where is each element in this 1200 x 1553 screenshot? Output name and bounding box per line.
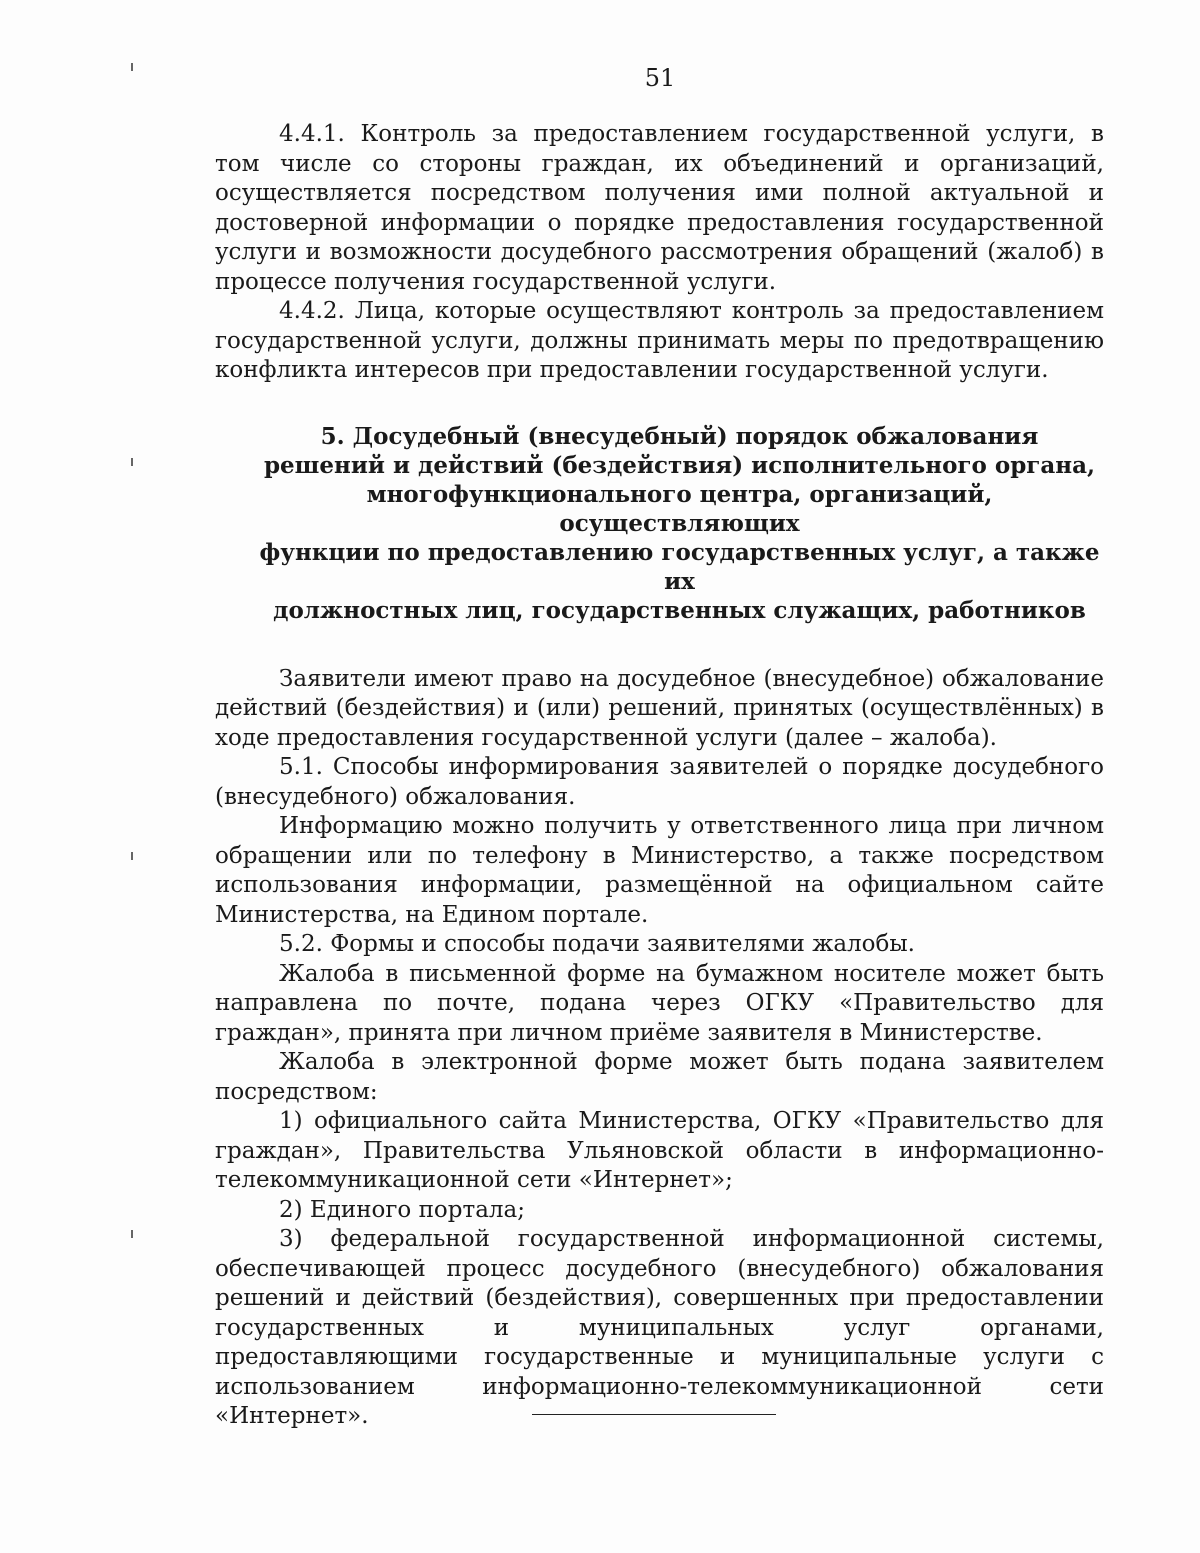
paragraph-information: Информацию можно получить у ответственного лица при личном обращении или по телефону в Министерство, а также посредством использования информации, размещённой на официальном сайте Министерства, на Едином портале. [215, 813, 1104, 928]
end-divider-line [532, 1414, 776, 1415]
section-heading-line: должностных лиц, государственных служащих, работников [273, 596, 1086, 624]
page-number: 51 [644, 64, 676, 92]
section-heading-line: функции по предоставлению государственных услуг, а также их [259, 538, 1100, 595]
paragraph-5-2: 5.2. Формы и способы подачи заявителями жалобы. [279, 931, 915, 957]
paragraph-4-4-1: 4.4.1. Контроль за предоставлением государственной услуги, в том числе со стороны граждан, их объединений и организаций, осуществляется посредством получения ими полной актуальной и достоверной информации о порядке предоставления государственной услуги и возможности досудебного рассмотрения обращений (жалоб) в процессе получения государственной услуги. [215, 121, 1104, 295]
paragraph-written-complaint: Жалоба в письменной форме на бумажном носителе может быть направлена по почте, подана через ОГКУ «Правительство для граждан», принята при личном приёме заявителя в Министерстве. [215, 960, 1104, 1046]
paragraph-electronic-complaint: Жалоба в электронной форме может быть подана заявителем посредством: [215, 1049, 1104, 1105]
section-heading [215, 422, 1104, 625]
section-heading-line: многофункционального центра, организаций, осуществляющих [366, 480, 993, 537]
paragraph-5-1: 5.1. Способы информирования заявителей о порядке досудебного (внесудебного) обжалования. [215, 754, 1104, 810]
list-item-2: 2) Единого портала; [279, 1196, 525, 1223]
paragraph-applicants-right: Заявители имеют право на досудебное (внесудебное) обжалование действий (бездействия) и (или) решений, принятых (осуществлённых) в ходе предоставления государственной услуги (далее – жалоба). [215, 665, 1104, 751]
list-item-3: 3) федеральной государственной информационной системы, обеспечивающей процесс досудебного (внесудебного) обжалования решений и действий (бездействия), совершенных при предоставлении государственных и муниципальных услуг органами, предоставляющими государственные и муниципальные услуги с использованием информационно-телекоммуникационной сети «Интернет». [215, 1226, 1104, 1429]
section-heading-line: 5. Досудебный (внесудебный) порядок обжалования [320, 422, 1039, 450]
list-item-1: 1) официального сайта Министерства, ОГКУ «Правительство для граждан», Правительства Ульяновской области в информационно-телекоммуникационной сети «Интернет»; [215, 1108, 1104, 1193]
paragraph-4-4-2: 4.4.2. Лица, которые осуществляют контроль за предоставлением государственной услуги, должны принимать меры по предотвращению конфликта интересов при предоставлении государственной услуги. [215, 298, 1104, 383]
document-body [215, 120, 1104, 1432]
scan-artifact [131, 458, 133, 466]
scan-artifact [131, 852, 133, 860]
scan-artifact [131, 1230, 133, 1238]
section-heading-line: решений и действий (бездействия) исполнительного органа, [263, 451, 1096, 479]
